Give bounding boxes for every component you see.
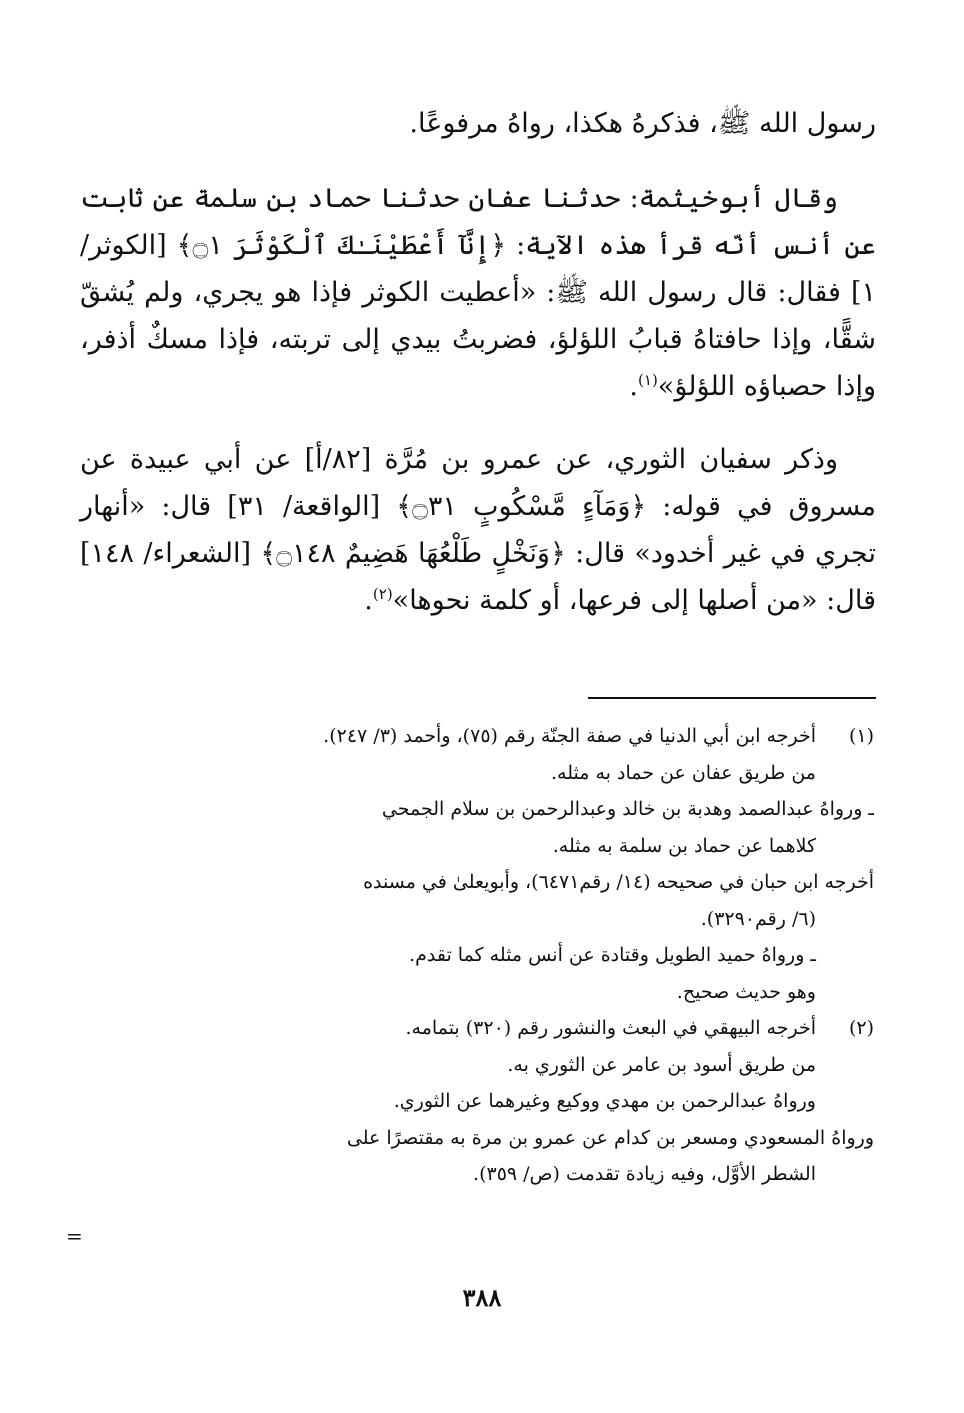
page-number: ٣٨٨: [462, 1283, 502, 1312]
footnote-ref-2: (٢): [372, 585, 393, 603]
paragraph-3-text: وذكر سفيان الثوري، عن عمرو بن مُرَّة [٨٢/أ] عن أبي عبيدة عن مسروق في قوله: ﴿وَمَآءٍ مَّسْكُوبٍ ۝٣١﴾ [الواقعة/ ٣١] قال: «أنهار تجري في غير أخدود» قال: ﴿وَنَخْلٍ طَلْعُهَا هَضِيمٌ ۝١٤٨﴾ [الشعراء/ ١٤٨] قال: «من أصلها إلى فرعها، أو كلمة نحوها»: [80, 444, 877, 616]
paragraph-1: [80, 100, 876, 147]
footnote-2-number: (٢): [848, 1017, 874, 1039]
footnote-2-text-1: أخرجه البيهقي في البعث والنشور رقم (٣٢٠) بتمامه.: [405, 1017, 816, 1039]
footnote-1-line-7: ـ ورواهُ حميد الطويل وقتادة عن أنس مثله كما تقدم.: [409, 944, 816, 966]
footnote-1-line-2: من طريق عفان عن حماد به مثله.: [551, 761, 816, 784]
footnote-1-line-3: ـ ورواهُ عبدالصمد وهدبة بن خالد وعبدالرحمن بن سلام الجمحي: [381, 798, 874, 820]
footnote-1-line-5: أخرجه ابن حبان في صحيحه (١٤/ رقم٦٤٧١)، وأبويعلىٰ في مسنده: [363, 871, 874, 893]
footnote-1-line-8: وهو حديث صحيح.: [676, 980, 816, 1003]
paragraph-1-text: رسول الله ﷺ، فذكرهُ هكذا، رواهُ مرفوعًا.: [409, 108, 876, 139]
footnote-1-number: (١): [848, 725, 874, 747]
footnote-ref-1: (١): [638, 371, 658, 389]
footnote-1-line-1: [90, 718, 874, 755]
footnote-2-line-5: الشطر الأوَّل، وفيه زيادة تقدمت (ص/ ٣٥٩).: [473, 1163, 816, 1185]
footnote-2-line-2: من طريق أسود بن عامر عن الثوري به.: [507, 1053, 816, 1076]
continuation-mark: =: [66, 1224, 83, 1248]
footnote-1-text-1: أخرجه ابن أبي الدنيا في صفة الجنّة رقم (٧٥)، وأحمد (٣/ ٢٤٧).: [323, 725, 816, 747]
paragraph-3: [80, 436, 876, 624]
paragraph-2-text: وقال أبوخيثمة: حدثنا عفان حدثنا حماد بن سلمة عن ثابت عن أنس أنّه قرأ هذه الآية: ﴿إِنَّآ أَعْطَيْنَـٰكَ ٱلْكَوْثَرَ ۝١﴾ [الكوثر/ ١] فقال: قال رسول الله ﷺ: «أعطيت الكوثر فإذا هو يجري، ولم يُشقّ شقًّا، وإذا حافتاهُ قبابُ اللؤلؤ، فضربتُ بيدي إلى تربته، فإذا مسكٌ أذفر، وإذا حصباؤه اللؤلؤ»: [80, 183, 876, 402]
paragraph-2-end: .: [629, 371, 639, 402]
footnote-2-line-3: ورواهُ عبدالرحمن بن مهدي ووكيع وغيرهما عن الثوري.: [393, 1090, 816, 1112]
footnote-2-line-4: ورواهُ المسعودي ومسعر بن كدام عن عمرو بن مرة به مقتصرًا على: [346, 1126, 874, 1149]
paragraph-3-end: .: [364, 585, 373, 616]
footnote-1-line-4: كلاهما عن حماد بن سلمة به مثله.: [552, 834, 816, 857]
footnotes: [90, 718, 874, 1193]
footnote-separator: [588, 697, 876, 699]
footnote-1-line-6: (٦/ رقم٣٢٩٠).: [700, 907, 816, 930]
footnote-2-line-1: [90, 1010, 874, 1047]
paragraph-2: [80, 175, 876, 410]
main-text: [80, 100, 876, 624]
